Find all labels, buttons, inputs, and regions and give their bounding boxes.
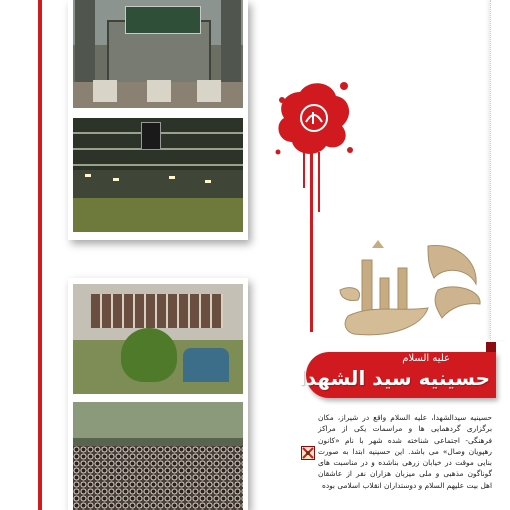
left-red-rule [38,0,42,510]
ornament-square-icon [301,446,315,460]
article-body: حسینیه سیدالشهدا، علیه السلام واقع در شیراز، مکان برگزاری گردهمایی ها و مراسمات یکی از مراکز فرهنگی- اجتماعی شناخته شده شهر با نام «کانون رهپویان وصال» می باشد. این حسینیه ابتدا به صورت بنایی موقت در خیابان زرهی بناشده و در مناسبت های گوناگون مذهبی و ملی میزبان هزاران نفر از عاشقان اهل بیت علیهم السلام و دوستداران انقلاب اسلامی بوده [318,413,492,490]
photo-card-bottom [68,278,248,510]
photo-building-exterior [73,0,243,108]
photo-card-top [68,0,248,240]
photo-crowd-gathering [73,402,243,510]
article-title: حسینیه سید الشهدا [298,366,490,390]
photo-building-portraits [73,284,243,394]
article-subtitle: علیه السلام [402,353,450,364]
cardboard-calligraphy-icon [332,238,488,348]
photo-hall-interior [73,118,243,232]
right-page-edge-strip [490,0,507,340]
